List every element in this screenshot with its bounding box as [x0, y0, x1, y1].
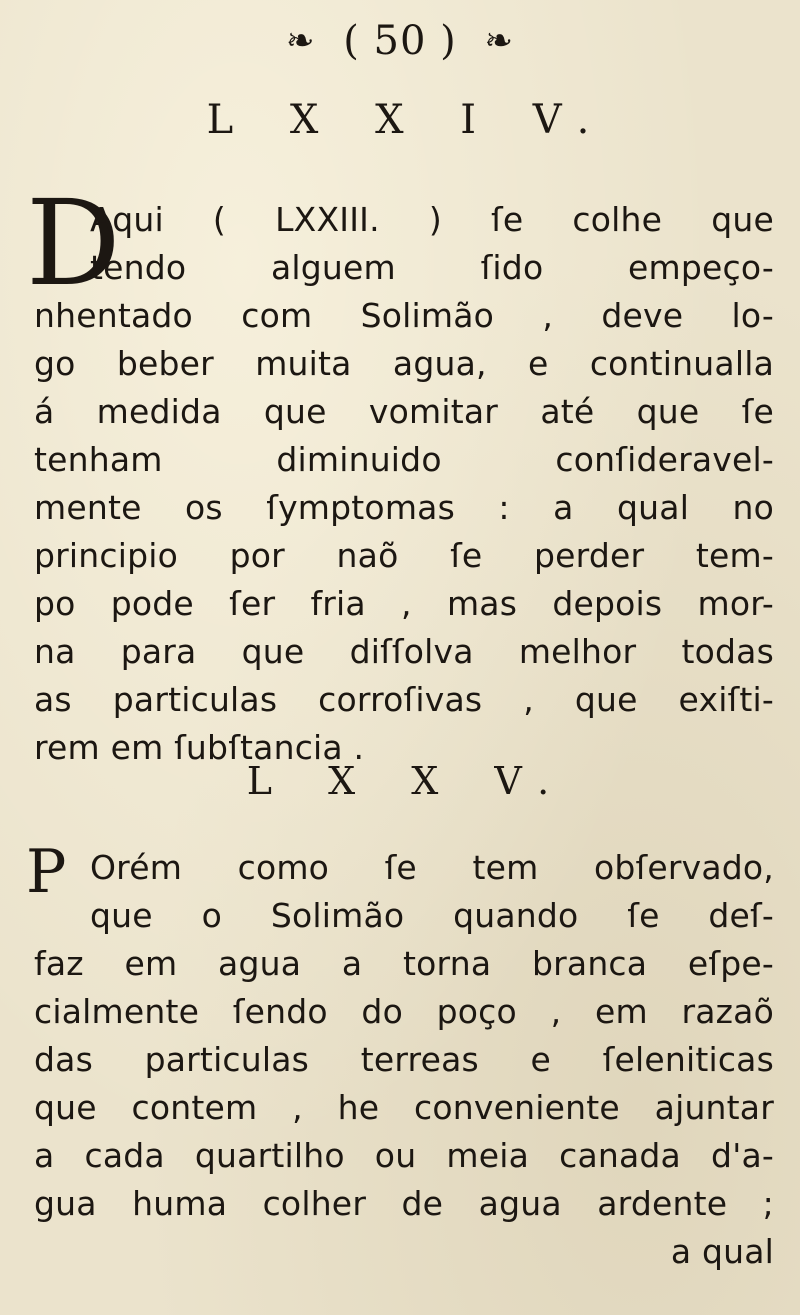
text-line: á medida que vomitar até que ſe	[34, 392, 774, 431]
text-line: rem em ſubſtancia .	[34, 728, 365, 767]
text-line: faz em agua a torna branca eſpe-	[34, 944, 774, 983]
text-line: as particulas corroſivas , que exiſti-	[34, 680, 774, 719]
text-line: na para que diſſolva melhor todas	[34, 632, 774, 671]
page-number: ( 50 )	[343, 18, 457, 64]
section-title-lxxv: L X X V.	[246, 759, 572, 803]
drop-cap-d: D	[26, 174, 121, 312]
section-title-lxxiv: L X X I V.	[206, 97, 612, 143]
text-line: nhentado com Solimão , deve lo-	[34, 296, 774, 335]
text-line: go beber muita agua, e continualla	[34, 344, 774, 383]
text-line: po pode ſer fria , mas depois mor-	[34, 584, 774, 623]
text-line: que o Solimão quando ſe deſ-	[90, 896, 774, 935]
text-line: Orém como ſe tem obſervado,	[90, 848, 774, 887]
text-line: que contem , he conveniente ajuntar	[34, 1088, 774, 1127]
ornament-left-icon: ❧	[286, 21, 316, 61]
paragraph-lxxv	[34, 844, 774, 1276]
text-line: tendo alguem ſido empeço-	[90, 248, 774, 287]
text-line: cialmente ſendo do poço , em razaõ	[34, 992, 774, 1031]
text-line: Aqui ( LXXIII. ) ſe colhe que	[90, 200, 774, 239]
text-line: a cada quartilho ou meia canada d'a-	[34, 1136, 774, 1175]
paragraph-lxxiv	[34, 196, 774, 772]
page-header	[0, 18, 800, 64]
text-line: principio por naõ ſe perder tem-	[34, 536, 774, 575]
text-line: mente os ſymptomas : a qual no	[34, 488, 774, 527]
text-line: das particulas terreas e ſeleniticas	[34, 1040, 774, 1079]
text-line: a qual	[670, 1232, 774, 1271]
drop-cap-p: P	[26, 837, 67, 907]
ornament-right-icon: ❧	[484, 21, 514, 61]
text-line: tenham diminuido conſideravel-	[34, 440, 774, 479]
text-line: gua huma colher de agua ardente ;	[34, 1184, 774, 1223]
